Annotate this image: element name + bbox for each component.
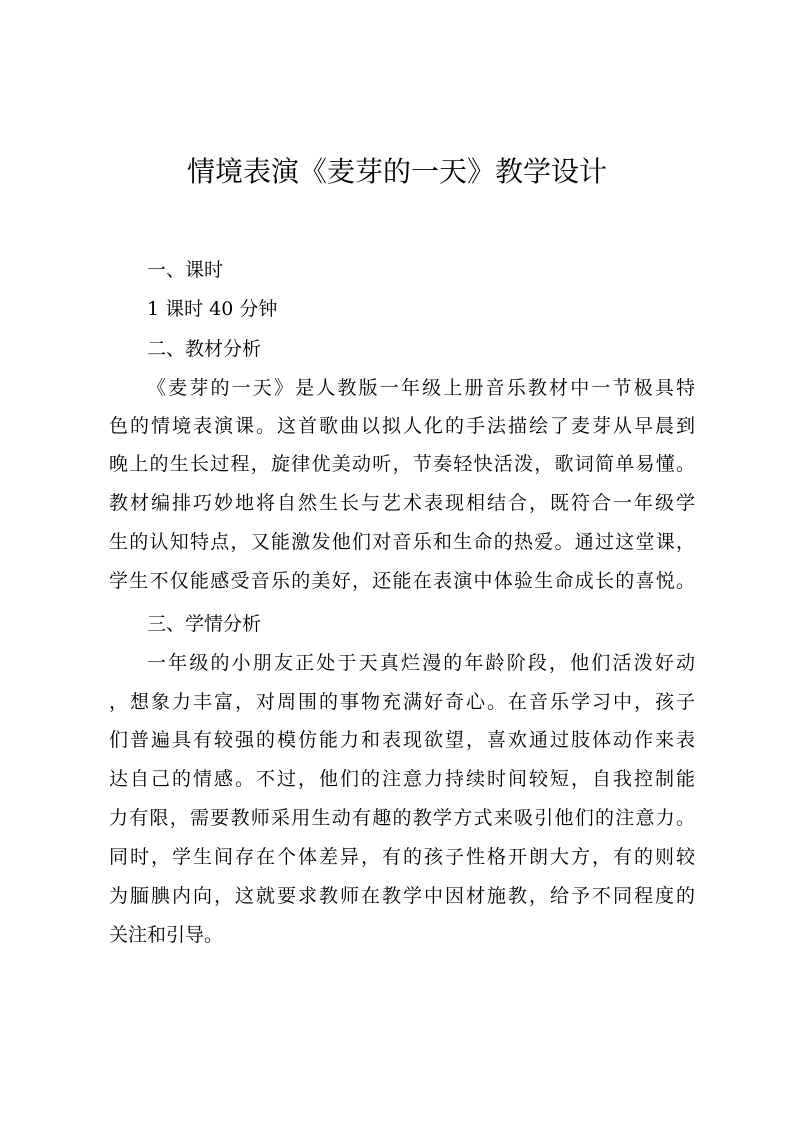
student-analysis-line: 同时，学生间存在个体差异，有的孩子性格开朗大方，有的则较 — [109, 846, 695, 868]
material-analysis-line: 《麦芽的一天》是人教版一年级上册音乐教材中一节极具特 — [147, 377, 695, 399]
material-analysis-line: 色的情境表演课。这首歌曲以拟人化的手法描绘了麦芽从早晨到 — [109, 415, 695, 437]
student-analysis-line: 达自己的情感。不过，他们的注意力持续时间较短，自我控制能 — [109, 768, 695, 790]
material-analysis-line: 教材编排巧妙地将自然生长与艺术表现相结合，既符合一年级学 — [109, 492, 695, 514]
material-analysis-line: 生的认知特点，又能激发他们对音乐和生命的热爱。通过这堂课， — [109, 531, 695, 553]
class-hours-text: 1 课时 40 分钟 — [147, 298, 278, 320]
document-title: 情境表演《麦芽的一天》教学设计 — [186, 155, 607, 188]
student-analysis-line: 为腼腆内向，这就要求教师在教学中因材施教，给予不同程度的 — [109, 885, 695, 907]
material-analysis-line: 晚上的生长过程，旋律优美动听，节奏轻快活泼，歌词简单易懂。 — [109, 453, 695, 475]
material-analysis-line: 学生不仅能感受音乐的美好，还能在表演中体验生命成长的喜悦。 — [109, 570, 695, 592]
student-analysis-line: ，想象力丰富，对周围的事物充满好奇心。在音乐学习中，孩子 — [109, 691, 695, 713]
section-heading-material-analysis: 二、教材分析 — [147, 338, 262, 360]
section-heading-student-analysis: 三、学情分析 — [147, 613, 262, 635]
student-analysis-line: 关注和引导。 — [109, 924, 224, 946]
student-analysis-line: 一年级的小朋友正处于天真烂漫的年龄阶段，他们活泼好动 — [147, 652, 695, 674]
section-heading-class-hours: 一、课时 — [147, 259, 224, 281]
student-analysis-line: 力有限，需要教师采用生动有趣的教学方式来吸引他们的注意力。 — [109, 807, 695, 829]
student-analysis-line: 们普遍具有较强的模仿能力和表现欲望，喜欢通过肢体动作来表 — [109, 729, 695, 751]
